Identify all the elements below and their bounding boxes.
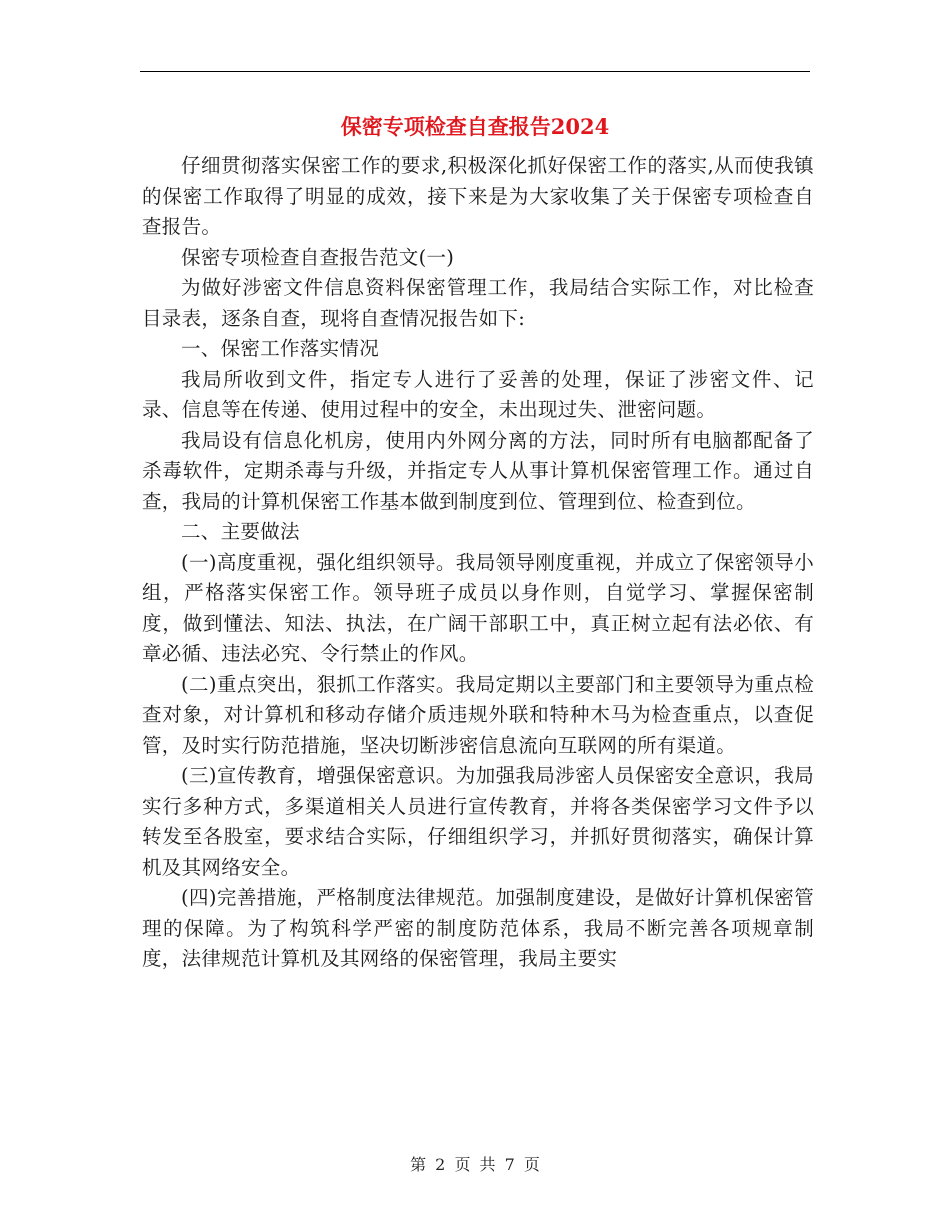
paragraph-intro: 仔细贯彻落实保密工作的要求,积极深化抓好保密工作的落实,从而使我镇的保密工作取得了明显的成效，接下来是为大家收集了关于保密专项检查自查报告。 <box>142 154 814 238</box>
paragraph-computer-room: 我局设有信息化机房，使用内外网分离的方法，同时所有电脑都配备了杀毒软件，定期杀毒与升级，并指定专人从事计算机保密管理工作。通过自查，我局的计算机保密工作基本做到制度到位、管理到位、检查到位。 <box>142 428 814 513</box>
document-body <box>142 151 814 975</box>
header-rule <box>140 71 810 72</box>
paragraph-measure-3: (三)宣传教育，增强保密意识。为加强我局涉密人员保密安全意识，我局实行多种方式，多渠道相关人员进行宣传教育，并将各类保密学习文件予以转发至各股室，要求结合实际，仔细组织学习，并抓好贯彻落实，确保计算机及其网络安全。 <box>142 764 814 879</box>
section-heading-1: 一、保密工作落实情况 <box>181 337 380 360</box>
paragraph-measure-4: (四)完善措施，严格制度法律规范。加强制度建设，是做好计算机保密管理的保障。为了构筑科学严密的制度防范体系，我局不断完善各项规章制度，法律规范计算机及其网络的保密管理，我局主要实 <box>142 886 814 970</box>
paragraph-purpose: 为做好涉密文件信息资料保密管理工作，我局结合实际工作，对比检查目录表，逐条自查，现将自查情况报告如下: <box>142 276 814 330</box>
paragraph-measure-1: (一)高度重视，强化组织领导。我局领导刚度重视，并成立了保密领导小组，严格落实保密工作。领导班子成员以身作则，自觉学习、掌握保密制度，做到懂法、知法、执法，在广阔干部职工中，真正树立起有法必依、有章必循、违法必究、令行禁止的作风。 <box>142 550 814 665</box>
page-number: 第 2 页 共 7 页 <box>410 1155 540 1174</box>
section-heading-2: 二、主要做法 <box>181 520 300 543</box>
document-title: 保密专项检查自查报告2024 <box>340 114 610 139</box>
paragraph-sample-heading: 保密专项检查自查报告范文(一) <box>181 245 455 269</box>
paragraph-measure-2: (二)重点突出，狠抓工作落实。我局定期以主要部门和主要领导为重点检查对象，对计算机和移动存储介质违规外联和特种木马为检查重点，以查促管，及时实行防范措施，坚决切断涉密信息流向互联网的所有渠道。 <box>142 672 814 757</box>
paragraph-documents: 我局所收到文件，指定专人进行了妥善的处理，保证了涉密文件、记录、信息等在传递、使用过程中的安全，未出现过失、泄密问题。 <box>142 367 814 421</box>
